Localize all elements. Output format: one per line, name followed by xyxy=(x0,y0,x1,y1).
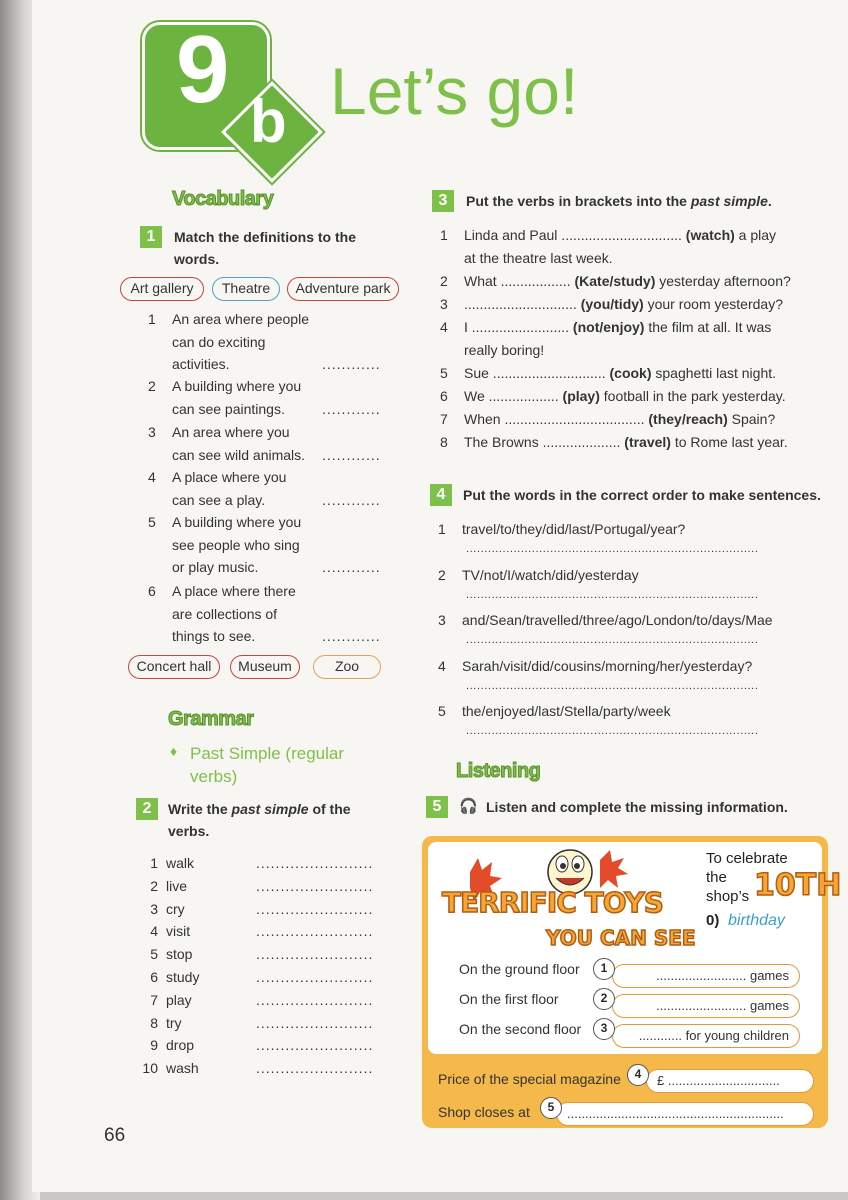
answer-blank[interactable]: ........................ xyxy=(256,991,374,1008)
verb-word: live xyxy=(166,877,188,894)
verb-prompt: (travel) xyxy=(624,434,671,450)
verb-word: try xyxy=(166,1014,182,1031)
verb-word: wash xyxy=(166,1060,199,1077)
answer-blank[interactable]: ........................ xyxy=(256,969,374,985)
celebrate-line-3: shop’s xyxy=(706,888,750,905)
sentence-line xyxy=(464,385,786,407)
ex2-instruction-em: past simple xyxy=(231,801,309,817)
definition-line: things to see. xyxy=(172,628,256,644)
listening-heading: Listening xyxy=(456,760,541,782)
verb-word: play xyxy=(166,991,192,1008)
ex5-instruction: Listen and complete the missing information. xyxy=(486,799,788,815)
verb-word: stop xyxy=(166,946,193,963)
ex1-number: 1 xyxy=(140,226,162,248)
verb-prompt: (Kate/study) xyxy=(574,273,656,289)
answer-blank[interactable]: ........................ xyxy=(256,855,374,871)
definition-line: A building where you xyxy=(172,378,302,394)
page-title: Let’s go! xyxy=(330,54,579,128)
floor-number: 2 xyxy=(593,988,615,1010)
ex4-number: 4 xyxy=(430,484,452,506)
sentence-start[interactable]: Sue ............................. xyxy=(464,365,610,381)
verb-number: 7 xyxy=(150,991,158,1008)
answer-line[interactable]: ................................................................................ xyxy=(466,588,759,601)
ex5-header xyxy=(426,796,448,818)
vocabulary-heading: Vocabulary xyxy=(172,188,274,210)
answer-line[interactable]: ................................................................................ xyxy=(466,679,759,692)
floor-answer-field[interactable]: ............ for young children xyxy=(612,1024,800,1048)
answer-blank[interactable]: ........................ xyxy=(256,1060,374,1077)
ex1-instruction-2: words. xyxy=(174,251,220,267)
ex2-instruction-1 xyxy=(168,798,351,820)
sentence-end: yesterday afternoon? xyxy=(655,273,791,289)
floor-label: On the second floor xyxy=(459,1021,582,1037)
example-answer: birthday xyxy=(728,912,785,929)
word-chip: Museum xyxy=(230,655,300,679)
answer-blank[interactable]: ........................ xyxy=(256,1037,374,1054)
sentence-start[interactable]: We .................. xyxy=(464,388,563,404)
answer-blank[interactable]: ............ xyxy=(322,356,381,372)
ex3-instruction-b: . xyxy=(767,193,772,209)
sentence-line xyxy=(464,408,775,430)
unit-letter: b xyxy=(250,88,287,155)
floor-label: On the ground floor xyxy=(459,961,580,977)
verb-number: 5 xyxy=(150,946,158,963)
answer-blank[interactable]: ............ xyxy=(322,628,381,644)
ex3-instruction-a: Put the verbs in brackets into the xyxy=(466,193,691,209)
item-number: 3 xyxy=(148,424,156,440)
price-number: 4 xyxy=(627,1064,649,1086)
price-label: Price of the special magazine xyxy=(438,1071,621,1087)
definition-line: can see a play. xyxy=(172,491,266,508)
definition-line: An area where you xyxy=(172,424,290,440)
verb-word: study xyxy=(166,969,200,985)
celebrate-line-2: the xyxy=(706,869,727,886)
scrambled-words: and/Sean/travelled/three/ago/London/to/days/Mae xyxy=(462,612,773,628)
definition-line: see people who sing xyxy=(172,536,300,553)
sentence-end: football in the park yesterday. xyxy=(599,388,786,404)
scrambled-words: Sarah/visit/did/cousins/morning/her/yesterday? xyxy=(462,657,753,674)
brand-title: TERRIFIC TOYS xyxy=(442,886,663,919)
sentence-start[interactable]: When .................................... xyxy=(464,411,649,427)
definition-line: or play music. xyxy=(172,559,259,575)
verb-prompt: (watch) xyxy=(685,227,735,243)
sentence-start[interactable]: ............................. xyxy=(464,296,581,312)
ex2-number: 2 xyxy=(136,798,158,820)
definition-line: can see paintings. xyxy=(172,400,285,417)
grammar-heading: Grammar xyxy=(168,708,254,730)
item-number: 7 xyxy=(440,411,448,427)
item-number: 6 xyxy=(148,583,156,599)
word-chip: Adventure park xyxy=(287,277,399,301)
verb-number: 3 xyxy=(150,900,158,917)
verb-prompt: (they/reach) xyxy=(648,411,728,427)
item-number: 3 xyxy=(438,612,446,628)
grammar-topic-2: verbs) xyxy=(190,767,238,786)
verb-word: drop xyxy=(166,1037,195,1054)
item-number: 4 xyxy=(440,319,448,335)
ex3-header xyxy=(432,190,454,212)
item-number: 4 xyxy=(148,469,156,485)
floor-number: 3 xyxy=(593,1018,615,1040)
page-number: 66 xyxy=(104,1125,126,1146)
verb-prompt: (you/tidy) xyxy=(580,296,644,312)
word-chip: Theatre xyxy=(212,277,280,301)
sentence-line xyxy=(464,316,771,338)
verb-number: 9 xyxy=(150,1037,158,1054)
ex1-header xyxy=(140,226,162,248)
definition-line: can see wild animals. xyxy=(172,446,306,463)
answer-blank[interactable]: ........................ xyxy=(256,900,374,917)
sentence-start[interactable]: Linda and Paul ............................... xyxy=(464,227,686,243)
price-answer-field[interactable]: £ ............................... xyxy=(646,1069,814,1093)
ex4-header xyxy=(430,484,452,506)
item-number: 2 xyxy=(438,566,446,583)
sentence-end: a play xyxy=(734,227,777,243)
item-number: 5 xyxy=(440,365,448,381)
sentence-line-2: at the theatre last week. xyxy=(464,250,613,266)
definition-line: are collections of xyxy=(172,605,278,622)
brand-subtitle: YOU CAN SEE xyxy=(546,926,696,950)
verb-prompt: (play) xyxy=(562,388,600,404)
close-label: Shop closes at xyxy=(438,1104,530,1120)
definition-line: activities. xyxy=(172,356,230,372)
ex2-header xyxy=(136,798,158,820)
item-number: 1 xyxy=(438,521,446,537)
scrambled-words: travel/to/they/did/last/Portugal/year? xyxy=(462,521,686,537)
item-number: 5 xyxy=(438,703,446,719)
verb-word: cry xyxy=(166,900,185,917)
item-number: 1 xyxy=(148,311,156,327)
definition-line: A place where you xyxy=(172,469,287,485)
scrambled-words: TV/not/I/watch/did/yesterday xyxy=(462,566,639,583)
verb-word: visit xyxy=(166,923,191,940)
definition-line: An area where people xyxy=(172,311,309,327)
floor-answer-field[interactable]: ......................... games xyxy=(612,994,800,1018)
definition-line: A building where you xyxy=(172,514,302,530)
item-number: 6 xyxy=(440,388,448,404)
ex1-instruction-1: Match the definitions to the xyxy=(174,229,356,245)
word-chip: Art gallery xyxy=(120,277,204,301)
sentence-line xyxy=(464,362,776,384)
sentence-end: your room yesterday? xyxy=(643,296,783,312)
item-number: 5 xyxy=(148,514,156,530)
ex2-instruction-2: verbs. xyxy=(168,823,210,839)
answer-blank[interactable]: ........................ xyxy=(256,1014,374,1031)
answer-line[interactable]: ................................................................................ xyxy=(466,543,759,555)
item-number: 1 xyxy=(440,227,448,243)
unit-number: 9 xyxy=(176,16,230,123)
scrambled-words: the/enjoyed/last/Stella/party/week xyxy=(462,703,671,719)
answer-line[interactable]: ................................................................................ xyxy=(466,725,759,737)
answer-blank[interactable]: ............ xyxy=(322,400,381,417)
sentence-start[interactable]: What .................. xyxy=(464,273,575,289)
word-chip: Zoo xyxy=(313,655,381,679)
sentence-start[interactable]: I ......................... xyxy=(464,319,573,335)
word-chip: Concert hall xyxy=(128,655,220,679)
floor-label: On the first floor xyxy=(459,991,559,1007)
sentence-start[interactable]: The Browns .................... xyxy=(464,434,625,450)
answer-blank[interactable]: ............ xyxy=(322,446,381,463)
sentence-line xyxy=(464,224,776,246)
ex3-instruction xyxy=(466,190,772,212)
example-label: 0) xyxy=(706,912,720,929)
verb-number: 1 xyxy=(150,855,158,871)
answer-blank[interactable]: ............ xyxy=(322,559,381,575)
tenth-badge: 10TH xyxy=(754,868,842,903)
verb-word: walk xyxy=(166,855,195,871)
floor-answer-field[interactable]: ......................... games xyxy=(612,964,800,988)
answer-blank[interactable]: ........................ xyxy=(256,877,374,894)
bullet-icon: ♦ xyxy=(170,743,178,759)
close-answer-field[interactable]: ............................................................ xyxy=(556,1102,814,1126)
sentence-end: Spain? xyxy=(727,411,776,427)
grammar-topic-1: Past Simple (regular xyxy=(190,744,345,763)
headphones-icon: 🎧 xyxy=(459,798,478,815)
verb-number: 6 xyxy=(150,969,158,985)
definition-line: A place where there xyxy=(172,583,296,599)
verb-number: 4 xyxy=(150,923,158,940)
item-number: 2 xyxy=(148,378,156,394)
sentence-end: spaghetti last night. xyxy=(651,365,777,381)
verb-number: 10 xyxy=(142,1060,158,1077)
answer-blank[interactable]: ........................ xyxy=(256,946,374,963)
answer-blank[interactable]: ............ xyxy=(322,491,381,508)
item-number: 8 xyxy=(440,434,448,450)
ex4-instruction: Put the words in the correct order to make sentences. xyxy=(463,487,821,503)
floor-number: 1 xyxy=(593,958,615,980)
sentence-line-2: really boring! xyxy=(464,342,545,358)
sentence-line xyxy=(464,431,788,453)
sentence-line xyxy=(464,270,791,292)
close-number: 5 xyxy=(540,1097,562,1119)
sentence-line xyxy=(464,293,783,315)
celebrate-line-1: To celebrate xyxy=(706,850,788,867)
ex5-number: 5 xyxy=(426,796,448,818)
ex3-number: 3 xyxy=(432,190,454,212)
answer-blank[interactable]: ........................ xyxy=(256,923,374,940)
ex2-instruction-a: Write the xyxy=(168,801,232,817)
definition-line: can do exciting xyxy=(172,333,266,350)
answer-line[interactable]: ................................................................................ xyxy=(466,634,759,646)
ex2-instruction-b: of the xyxy=(308,801,351,817)
verb-number: 8 xyxy=(150,1014,158,1031)
sentence-end: the film at all. It was xyxy=(644,319,772,335)
verb-prompt: (not/enjoy) xyxy=(572,319,645,335)
item-number: 3 xyxy=(440,296,448,312)
verb-prompt: (cook) xyxy=(609,365,652,381)
verb-number: 2 xyxy=(150,877,158,894)
sentence-end: to Rome last year. xyxy=(670,434,788,450)
ex3-instruction-em: past simple xyxy=(690,193,768,209)
item-number: 2 xyxy=(440,273,448,289)
item-number: 4 xyxy=(438,657,446,674)
